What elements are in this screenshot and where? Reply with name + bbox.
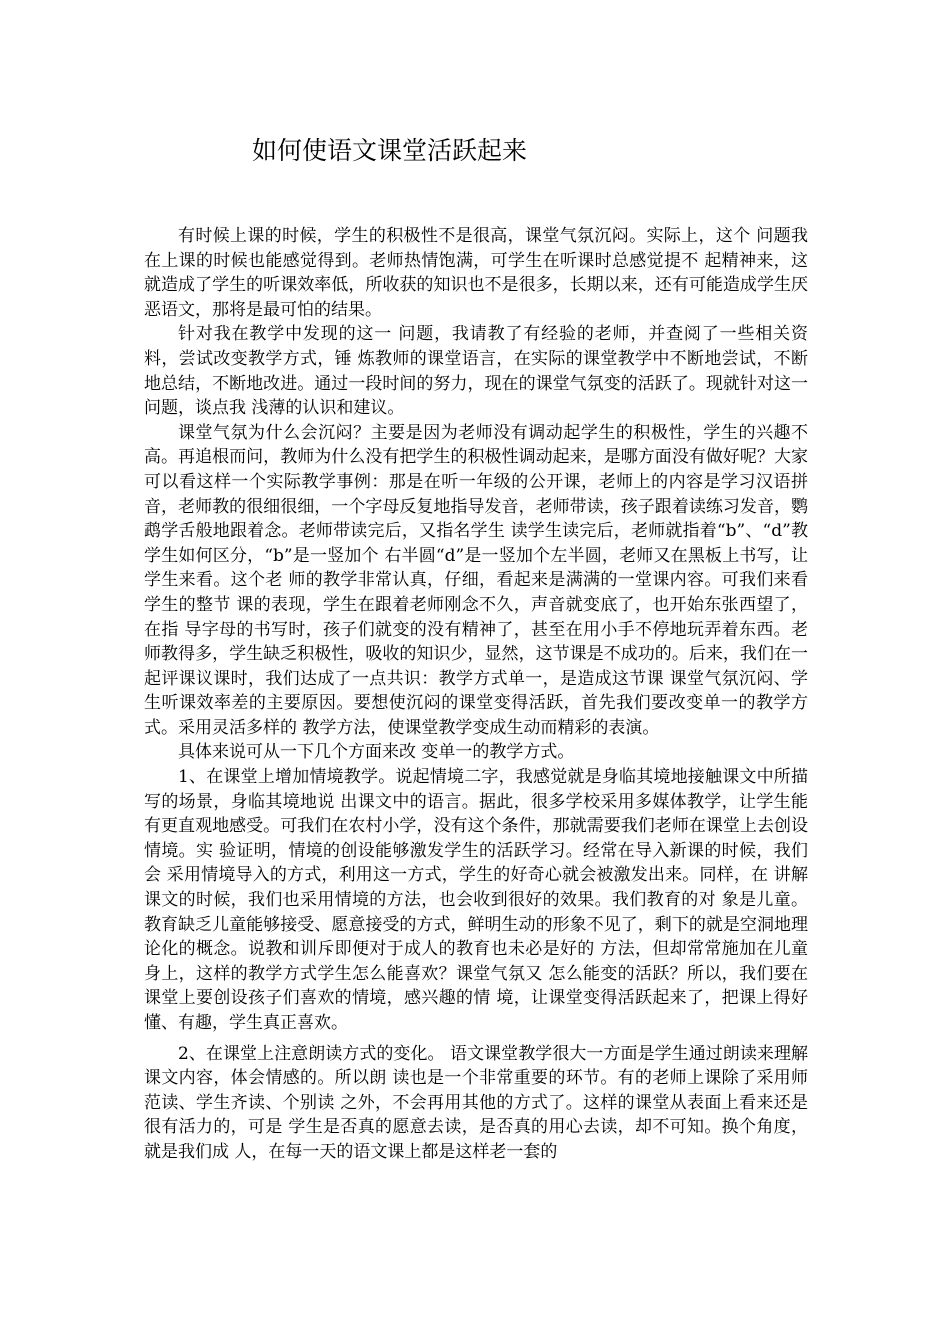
paragraph-situational-teaching: 1、在课堂上增加情境教学。说起情境二字，我感觉就是身临其境地接触课文中所描写的场景，身临其境地说 出课文中的语言。据此，很多学校采用多媒体教学，让学生能有更直观地感受。可我们在农村小学，没有这个条件，那就需要我们老师在课堂上去创设情境。实 验证明，情境的创设能够激发学生的活跃学习。经常在导入新课的时候，我们会 采用情境导入的方式，利用这一方式，学生的好奇心就会被激发出来。同样，在 讲解课文的时候，我们也采用情境的方法，也会收到很好的效果。我们教育的对 象是儿童。教育缺乏儿童能够接受、愿意接受的方式，鲜明生动的形象不见了，剩下的就是空洞地理论化的概念。说教和训斥即便对于成人的教育也未必是好的 方法，但却常常施加在儿童身上，这样的教学方式学生怎么能喜欢？课堂气氛又 怎么能变的活跃？所以，我们要在课堂上要创设孩子们喜欢的情境，感兴趣的情 境，让课堂变得活跃起来了，把课上得好懂、有趣，学生真正喜欢。 [144,767,808,1033]
paragraph-intro: 有时候上课的时候，学生的积极性不是很高，课堂气氛沉闷。实际上，这个 问题我在上课的时候也能感觉得到。老师热情饱满，可学生在听课时总感觉提不 起精神来，这就造成了学生的听课效率低，所收获的知识也不是很多，长期以来，还有可能造成学生厌恶语文，那将是最可怕的结果。 [144,226,808,320]
paragraph-approach: 针对我在教学中发现的这一 问题，我请教了有经验的老师，并查阅了一些相关资料，尝试改变教学方式，锤 炼教师的课堂语言，在实际的课堂教学中不断地尝试，不断地总结，不断地改进。通过一段时间的努力，现在的课堂气氛变的活跃了。现就针对这一问题，谈点我 浅薄的认识和建议。 [144,324,808,419]
paragraph-reading-methods: 2、在课堂上注意朗读方式的变化。 语文课堂教学很大一方面是学生通过朗读来理解课文内容，体会情感的。所以朗 读也是一个非常重要的环节。有的老师上课除了采用师范读、学生齐读、个别读 之外，不会再用其他的方式了。这样的课堂从表面上看来还是很有活力的，可是 学生是否真的愿意去读，是否真的用心去读，却不可知。换个角度，就是我们成 人，在每一天的语文课上都是这样老一套的 [144,1043,808,1162]
document-body [144,224,808,1165]
paragraph-methods-intro: 具体来说可从一下几个方面来改 变单一的教学方式。 [178,742,575,763]
document-title: 如何使语文课堂活跃起来 [252,136,528,165]
paragraph-cause-example: 课堂气氛为什么会沉闷？主要是因为老师没有调动起学生的积极性，学生的兴趣不高。再追根而问，教师为什么没有把学生的积极性调动起来，是哪方面没有做好呢？大家可以看这样一个实际教学事例：那是在听一年级的公开课，老师上的内容是学习汉语拼音，老师教的很细很细，一个字母反复地指导发音，老师带读，孩子跟着读练习发音，鹦鹉学舌般地跟着念。老师带读完后，又指名学生 读学生读完后，老师就指着“b”、“d”教学生如何区分，“b”是一竖加个 右半圆“d”是一竖加个左半圆，老师又在黑板上书写，让学生来看。这个老 师的教学非常认真，仔细，看起来是满满的一堂课内容。可我们来看学生的整节 课的表现，学生在跟着老师刚念不久，声音就变底了，也开始东张西望了，在指 导字母的书写时，孩子们就变的没有精神了，甚至在用小手不停地玩弄着东西。老师教得多，学生缺乏积极性，吸收的知识少，显然，这节课是不成功的。后来，我们在一起评课议课时，我们达成了一点共识：教学方式单一，是造成这节课 课堂气氛沉闷、学生听课效率差的主要原因。要想使沉闷的课堂变得活跃，首先我们要改变单一的教学方式。采用灵活多样的 教学方法，使课堂教学变成生动而精彩的表演。 [144,422,808,738]
